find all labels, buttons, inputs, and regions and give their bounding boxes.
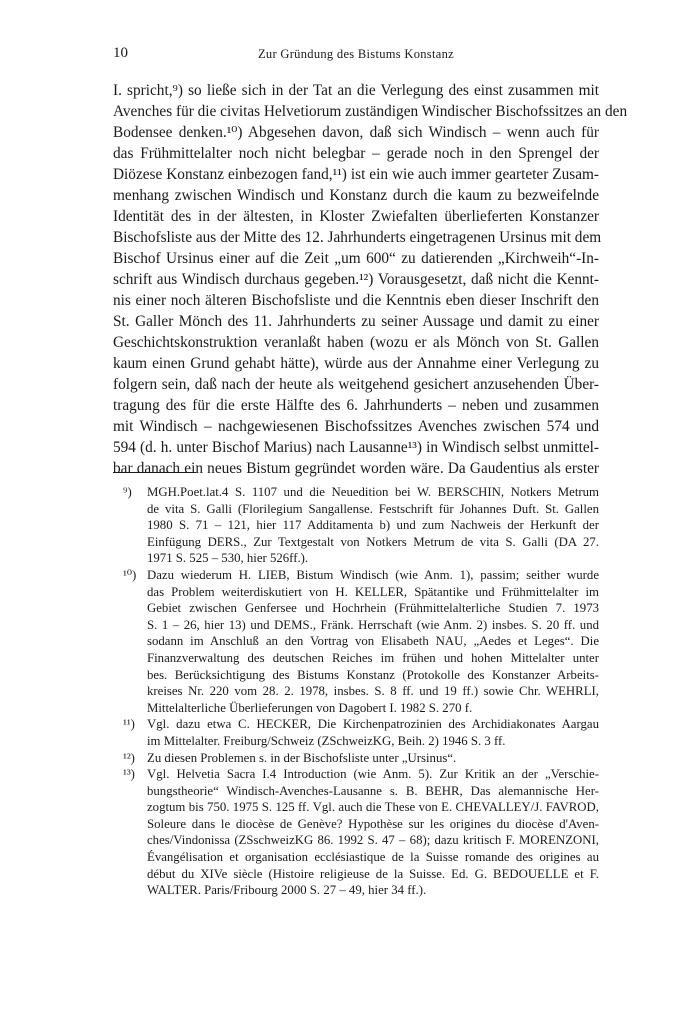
text-line: bar danach ein neues Bistum gegründet worden wäre. Da Gaudentius als erster (113, 460, 599, 477)
footnote-line: Einfügung DERS., Zur Textgestalt von Notkers Metrum de vita S. Galli (DA 27. (147, 534, 599, 549)
text-line: Bodensee denken.¹⁰) Abgesehen davon, daß sich Windisch – wenn auch für (113, 124, 599, 141)
text-line: das Frühmittelalter noch nicht belegbar – gerade noch in den Sprengel der (113, 145, 599, 162)
footnote-rule (113, 472, 196, 473)
text-line: Bischofsliste aus der Mitte des 12. Jahrhunderts eingetragenen Ursinus mit dem (113, 229, 602, 246)
footnote-line: kreises Nr. 220 vom 28. 2. 1978, insbes. S. 8 ff. und 19 ff.) sowie Chr. WEHRLI, (147, 684, 599, 699)
footnote (113, 484, 599, 567)
footnote-line: bes. Berücksichtigung des Bistums Konstanz (Protokolle des Konstanzer Arbeits- (147, 667, 599, 682)
text-line: Geschichtskonstruktion veranlaßt haben (wozu er als Mönch von St. Gallen (113, 334, 599, 351)
footnote-line: Gebiet zwischen Genfersee und Hochrhein (Frühmittelalterliche Studien 7. 1973 (147, 601, 599, 616)
footnote-mark: ⁹) (123, 485, 132, 499)
footnote-line: Mittelalterliche Überlieferungen von Dagobert I. 1982 S. 270 f. (147, 700, 473, 715)
text-line: menhang zwischen Windisch und Konstanz durch die kaum zu bezweifelnde (113, 187, 599, 204)
footnote-line: MGH.Poet.lat.4 S. 1107 und die Neuedition bei W. BERSCHIN, Notkers Metrum (147, 485, 599, 499)
text-line: Diözese Konstanz einbezogen fand,¹¹) ist ein wie auch immer gearteter Zusam- (113, 166, 599, 183)
text-line: schrift aus Windisch durchaus gegeben.¹²) Vorausgesetzt, daß nicht die Kennt- (113, 271, 599, 288)
footnote (113, 567, 599, 716)
main-text (113, 80, 628, 479)
text-line: Avenches für die civitas Helvetiorum zuständigen Windischer Bischofssitzes an den (113, 103, 628, 120)
footnote-line: ches/Vindonissa (ZSschweizKG 86. 1992 S. 47 – 68); dazu kritisch F. MORENZONI, (147, 833, 599, 848)
text-line: Bischof Ursinus einer auf die Zeit „um 600“ zu datierenden „Kirchweih“-In- (113, 250, 599, 267)
footnote-mark: ¹¹) (123, 717, 135, 732)
footnote-mark: ¹³) (123, 767, 135, 782)
footnote-line: de vita S. Galli (Florilegium Sangallense. Festschrift für Johannes Duft. St. Gallen (147, 501, 599, 516)
footnote (113, 766, 599, 899)
footnote-line: bungstheorie“ Windisch-Avenches-Lausanne s. B. BEHR, Das alemannische Her- (147, 783, 599, 798)
footnote-line: Vgl. dazu etwa C. HECKER, Die Kirchenpatrozinien des Archidiakonates Aargau (147, 717, 599, 732)
text-line: 594 (d. h. unter Bischof Marius) nach Lausanne¹³) in Windisch selbst unmittel- (113, 439, 599, 456)
footnote-line: Finanzverwaltung des deutschen Reiches im frühen und hohen Mittelalter unter (147, 650, 599, 665)
footnote-line: S. 1 – 26, hier 13) und DEMS., Fränk. Herrschaft (wie Anm. 2) insbes. S. 20 ff. und (147, 617, 599, 632)
page-header (113, 44, 599, 64)
footnote-mark: ¹²) (123, 750, 135, 765)
footnote-line: sodann im Anschluß an den Vortrag von Elisabeth NAU, „Aedes et Leges“. Die (147, 634, 599, 649)
footnote-line: WALTER. Paris/Fribourg 2000 S. 27 – 49, hier 34 ff.). (147, 883, 427, 898)
footnote-line: zogtum bis 750. 1975 S. 125 ff. Vgl. auch die These von E. CHEVALLEY/J. FAVROD, (147, 800, 599, 815)
running-head: Zur Gründung des Bistums Konstanz (258, 47, 454, 61)
footnote-line: Zu diesen Problemen s. in der Bischofsliste unter „Ursinus“. (147, 750, 457, 765)
footnote (113, 750, 599, 767)
text-line: I. spricht,⁹) so ließe sich in der Tat an die Verlegung des einst zusammen mit (113, 82, 599, 99)
text-line: St. Galler Mönch des 11. Jahrhunderts zu seiner Aussage und damit zu einer (113, 313, 599, 330)
footnote-line: 1980 S. 71 – 121, hier 117 Additamenta b) und zum Nachweis der Herkunft der (147, 518, 599, 533)
text-line: mit Windisch – nachgewiesenen Bischofssitzes Avenches zwischen 574 und (113, 418, 599, 435)
text-line: kaum einen Grund gehabt hätte), würde aus der Annahme einer Verlegung zu (113, 355, 599, 372)
footnote-mark: ¹⁰) (123, 567, 137, 582)
footnote-line: im Mittelalter. Freiburg/Schweiz (ZSchweizKG, Beih. 2) 1946 S. 3 ff. (147, 733, 506, 748)
text-line: Identität des in der ältesten, in Kloster Zwiefalten überlieferten Konstanzer (113, 208, 599, 225)
footnote-line: Dazu wiederum H. LIEB, Bistum Windisch (wie Anm. 1), passim; seither wurde (147, 567, 599, 582)
footnotes (113, 484, 599, 899)
footnote-line: 1971 S. 525 – 530, hier 526ff.). (147, 551, 309, 566)
text-line: tragung des für die erste Hälfte des 6. Jahrhunderts – neben und zusammen (113, 397, 599, 414)
footnote-line: Évangélisation et organisation ecclésiastique de la Suisse romande des origines au (147, 850, 599, 865)
text-line: folgern sein, daß nach der heute als weitgehend gesichert anzusehenden Über- (113, 376, 599, 393)
footnote (113, 716, 599, 749)
text-line: nis einer noch älteren Bischofsliste und die Kenntnis eben dieser Inschrift den (113, 292, 599, 309)
footnote-line: Vgl. Helvetia Sacra I.4 Introduction (wie Anm. 5). Zur Kritik an der „Verschie- (147, 767, 599, 782)
footnote-line: Soleure dans le diocèse de Genève? Hypothèse sur les origines du diocèse d'Aven- (147, 816, 599, 831)
page-number: 10 (113, 45, 128, 61)
footnote-line: début du XIVe siècle (Histoire religieuse de la Suisse. Ed. G. BEDOUELLE et F. (147, 866, 599, 881)
footnote-line: das Problem weiterdiskutiert von H. KELLER, Spätantike und Frühmittelalter im (147, 584, 599, 599)
